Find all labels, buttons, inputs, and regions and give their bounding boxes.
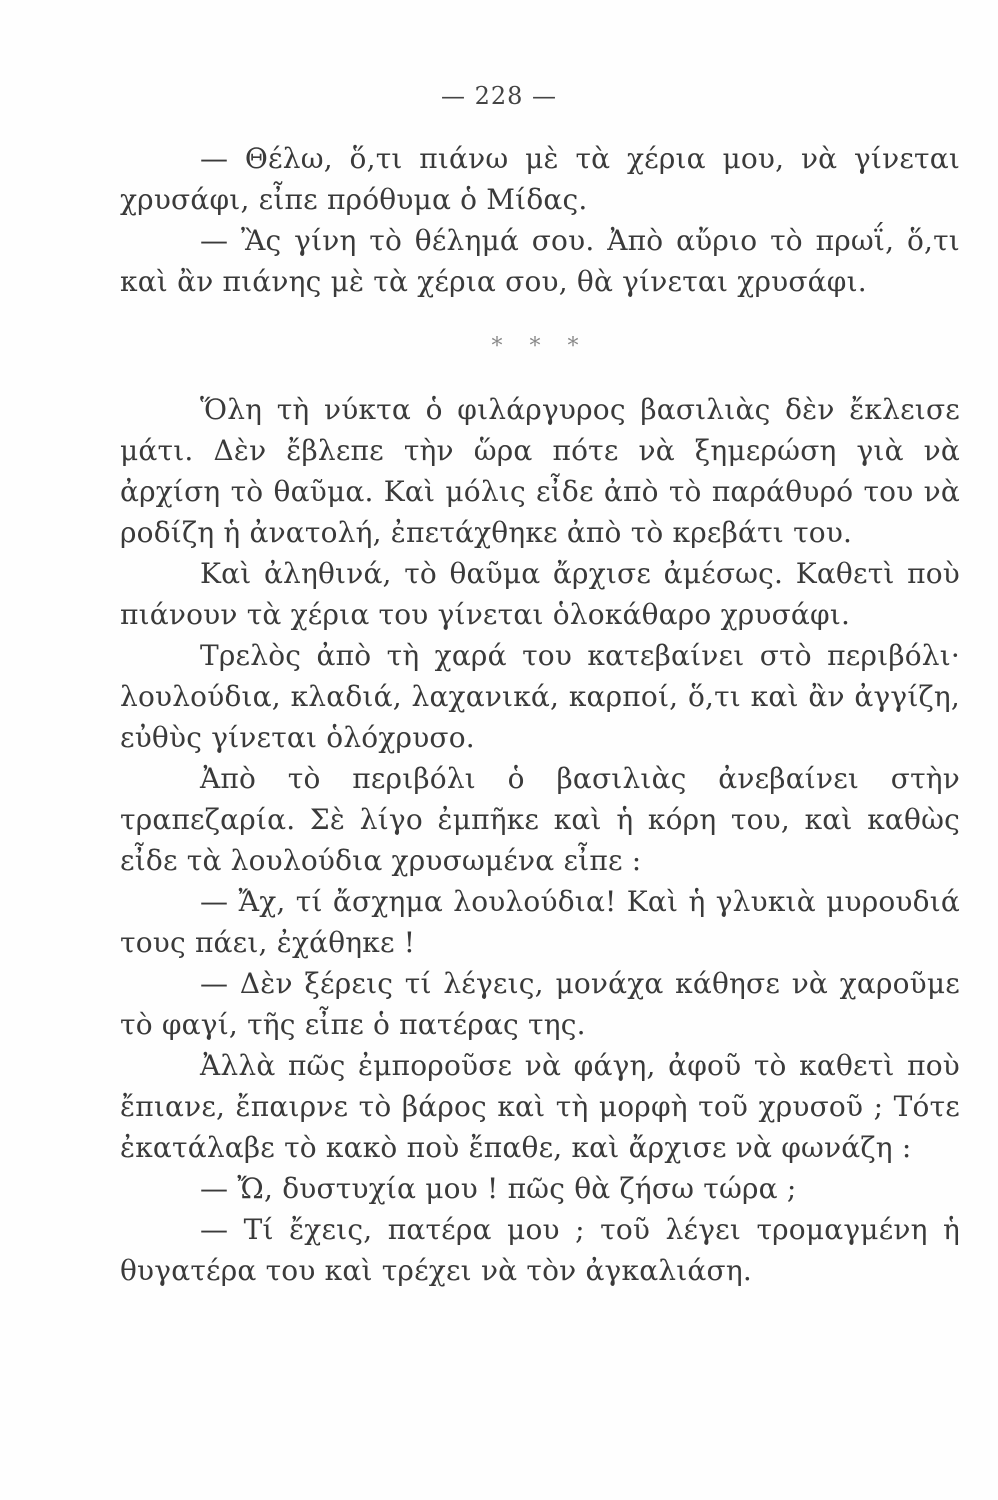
paragraph: Ἀλλὰ πῶς ἐμποροῦσε νὰ φάγη, ἀφοῦ τὸ καθετὶ ποὺ ἔπιανε, ἔπαιρνε τὸ βάρος καὶ τὴ μορφὴ τοῦ χρυσοῦ ; Τότε ἐκατάλαβε τὸ κακὸ ποὺ ἔπαθε, καὶ ἄρχισε νὰ φωνάζη : [120,1049,960,1164]
paragraph: — Ἂς γίνη τὸ θέλημά σου. Ἀπὸ αὔριο τὸ πρωΐ, ὅ,τι καὶ ἂν πιάνης μὲ τὰ χέρια σου, θὰ γίνεται χρυσάφι. [120,224,960,298]
paragraph: — Ἄχ, τί ἄσχημα λουλούδια! Καὶ ἡ γλυκιὰ μυρουδιά τους πάει, ἐχάθηκε ! [120,885,960,959]
page-number: — 228 — [440,82,558,110]
paragraph: — Ὤ, δυστυχία μου ! πῶς θὰ ζήσω τώρα ; [200,1172,797,1205]
paragraph: — Θέλω, ὅ,τι πιάνω μὲ τὰ χέρια μου, νὰ γίνεται χρυσάφι, εἶπε πρόθυμα ὁ Μίδας. [120,142,960,216]
section-separator: * * * [491,334,589,359]
paragraph: — Τί ἔχεις, πατέρα μου ; τοῦ λέγει τρομαγμένη ἡ θυγατέρα του καὶ τρέχει νὰ τὸν ἀγκαλιάση. [120,1213,960,1287]
paragraph: Καὶ ἀληθινά, τὸ θαῦμα ἄρχισε ἀμέσως. Καθετὶ ποὺ πιάνουν τὰ χέρια του γίνεται ὁλοκάθαρο χρυσάφι. [120,557,960,631]
paragraph: Ἀπὸ τὸ περιβόλι ὁ βασιλιὰς ἀνεβαίνει στὴν τραπεζαρία. Σὲ λίγο ἐμπῆκε καὶ ἡ κόρη του, καὶ καθὼς εἶδε τὰ λουλούδια χρυσωμένα εἶπε : [120,762,960,877]
paragraph: — Δὲν ξέρεις τί λέγεις, μονάχα κάθησε νὰ χαροῦμε τὸ φαγί, τῆς εἶπε ὁ πατέρας της. [120,967,960,1041]
page-text [120,138,960,1291]
paragraph: Τρελὸς ἀπὸ τὴ χαρά του κατεβαίνει στὸ περιβόλι· λουλούδια, κλαδιά, λαχανικά, καρποί, ὅ,τι καὶ ἂν ἀγγίζη, εὐθὺς γίνεται ὁλόχρυσο. [120,639,960,754]
paragraph: Ὅλη τὴ νύκτα ὁ φιλάργυρος βασιλιὰς δὲν ἔκλεισε μάτι. Δὲν ἔβλεπε τὴν ὥρα πότε νὰ ξημερώση γιὰ νὰ ἀρχίση τὸ θαῦμα. Καὶ μόλις εἶδε ἀπὸ τὸ παράθυρό του νὰ ροδίζη ἡ ἀνατολή, ἐπετάχθηκε ἀπὸ τὸ κρεβάτι του. [120,393,960,549]
